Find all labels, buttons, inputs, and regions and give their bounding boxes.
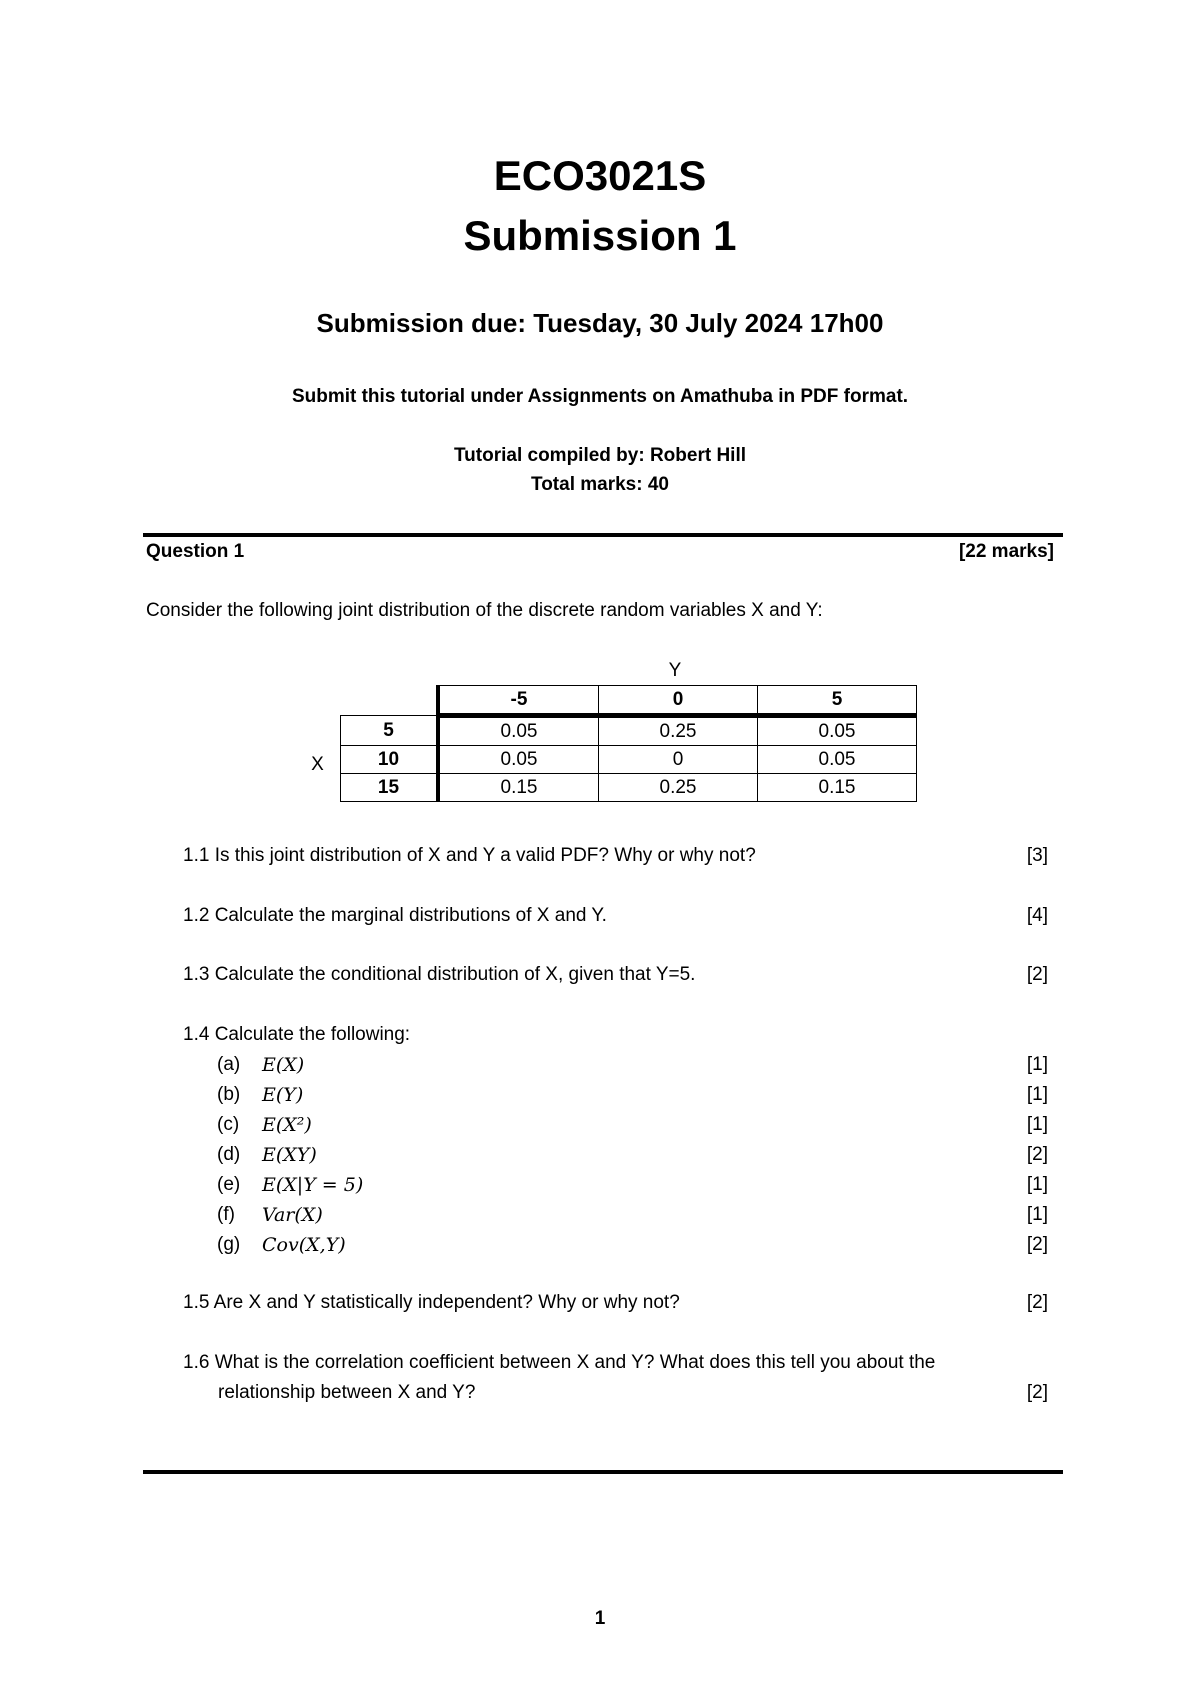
- sub-item-mark: [1]: [1026, 1084, 1048, 1105]
- y-axis-label: Y: [668, 660, 682, 681]
- sub-item-label: (e): [217, 1174, 241, 1195]
- sub-item-mark: [2]: [1026, 1144, 1048, 1165]
- sub-item-expr: E(Y): [262, 1084, 304, 1106]
- sub-item-expr: Var(X): [262, 1204, 323, 1226]
- total-marks: Total marks: 40: [531, 474, 669, 495]
- course-code: ECO3021S: [493, 152, 707, 199]
- table-row: [341, 716, 917, 746]
- question-item-1-2: 1.2 Calculate the marginal distributions of X and Y.: [183, 905, 607, 926]
- table-cell: 0.05: [438, 746, 599, 774]
- table-cell: 0.05: [438, 716, 599, 746]
- question-marks: [22 marks]: [958, 541, 1054, 562]
- sub-item-expr: E(X²): [262, 1114, 312, 1136]
- table-row: [341, 746, 917, 774]
- sub-item-label: (f): [217, 1204, 235, 1225]
- bottom-divider: [143, 1470, 1063, 1474]
- question-title: Question 1: [146, 541, 245, 562]
- mark-1-3: [2]: [1026, 964, 1048, 985]
- mark-1-2: [4]: [1026, 905, 1048, 926]
- row-header: 15: [341, 774, 439, 802]
- page-title: Submission 1: [463, 212, 737, 259]
- table-cell: 0.25: [599, 716, 758, 746]
- mark-1-5: [2]: [1026, 1292, 1048, 1313]
- sub-item-mark: [1]: [1026, 1054, 1048, 1075]
- table-cell: 0.15: [758, 774, 917, 802]
- question-item-1-3: 1.3 Calculate the conditional distribution of X, given that Y=5.: [183, 964, 696, 985]
- sub-item-expr: E(XY): [262, 1144, 317, 1166]
- mark-1-1: [3]: [1026, 845, 1048, 866]
- sub-item-mark: [1]: [1026, 1114, 1048, 1135]
- sub-item-mark: [1]: [1026, 1174, 1048, 1195]
- question-item-1-1: 1.1 Is this joint distribution of X and Y a valid PDF? Why or why not?: [183, 845, 756, 866]
- table-cell: 0.05: [758, 716, 917, 746]
- question-item-1-6: 1.6 What is the correlation coefficient between X and Y? What does this tell you about the: [183, 1352, 936, 1373]
- sub-item-label: (g): [217, 1234, 241, 1255]
- sub-item-mark: [2]: [1026, 1234, 1048, 1255]
- sub-item-label: (c): [217, 1114, 240, 1135]
- sub-item-label: (a): [217, 1054, 241, 1075]
- question-item-1-5: 1.5 Are X and Y statistically independent? Why or why not?: [183, 1292, 680, 1313]
- sub-item-label: (d): [217, 1144, 241, 1165]
- sub-item-expr: E(X|Y = 5): [262, 1174, 364, 1196]
- row-header: 5: [341, 716, 439, 746]
- x-axis-label: X: [311, 754, 324, 775]
- table-cell: 0: [599, 746, 758, 774]
- table-cell: 0.15: [438, 774, 599, 802]
- table-cell: 0.25: [599, 774, 758, 802]
- table-cell: 0.05: [758, 746, 917, 774]
- col-header: -5: [438, 686, 599, 716]
- page-number: 1: [594, 1608, 606, 1629]
- question-intro: Consider the following joint distribution of the discrete random variables X and Y:: [146, 600, 823, 621]
- question-item-1-6-continuation: relationship between X and Y?: [218, 1382, 476, 1403]
- question-item-1-4: 1.4 Calculate the following:: [183, 1024, 411, 1045]
- table-corner: [341, 686, 439, 716]
- sub-item-expr: Cov(X,Y): [262, 1234, 346, 1256]
- row-header: 10: [341, 746, 439, 774]
- sub-item-mark: [1]: [1026, 1204, 1048, 1225]
- submit-note: Submit this tutorial under Assignments on Amathuba in PDF format.: [291, 386, 909, 407]
- col-header: 5: [758, 686, 917, 716]
- due-date: Submission due: Tuesday, 30 July 2024 17h00: [316, 308, 884, 338]
- mark-1-6: [2]: [1026, 1382, 1048, 1403]
- compiled-by: Tutorial compiled by: Robert Hill: [453, 445, 747, 466]
- col-header: 0: [599, 686, 758, 716]
- sub-item-expr: E(X): [262, 1054, 305, 1076]
- table-row: [341, 774, 917, 802]
- joint-distribution-table: [340, 685, 917, 802]
- top-divider: [143, 533, 1063, 537]
- sub-item-label: (b): [217, 1084, 241, 1105]
- table-header-row: [341, 686, 917, 716]
